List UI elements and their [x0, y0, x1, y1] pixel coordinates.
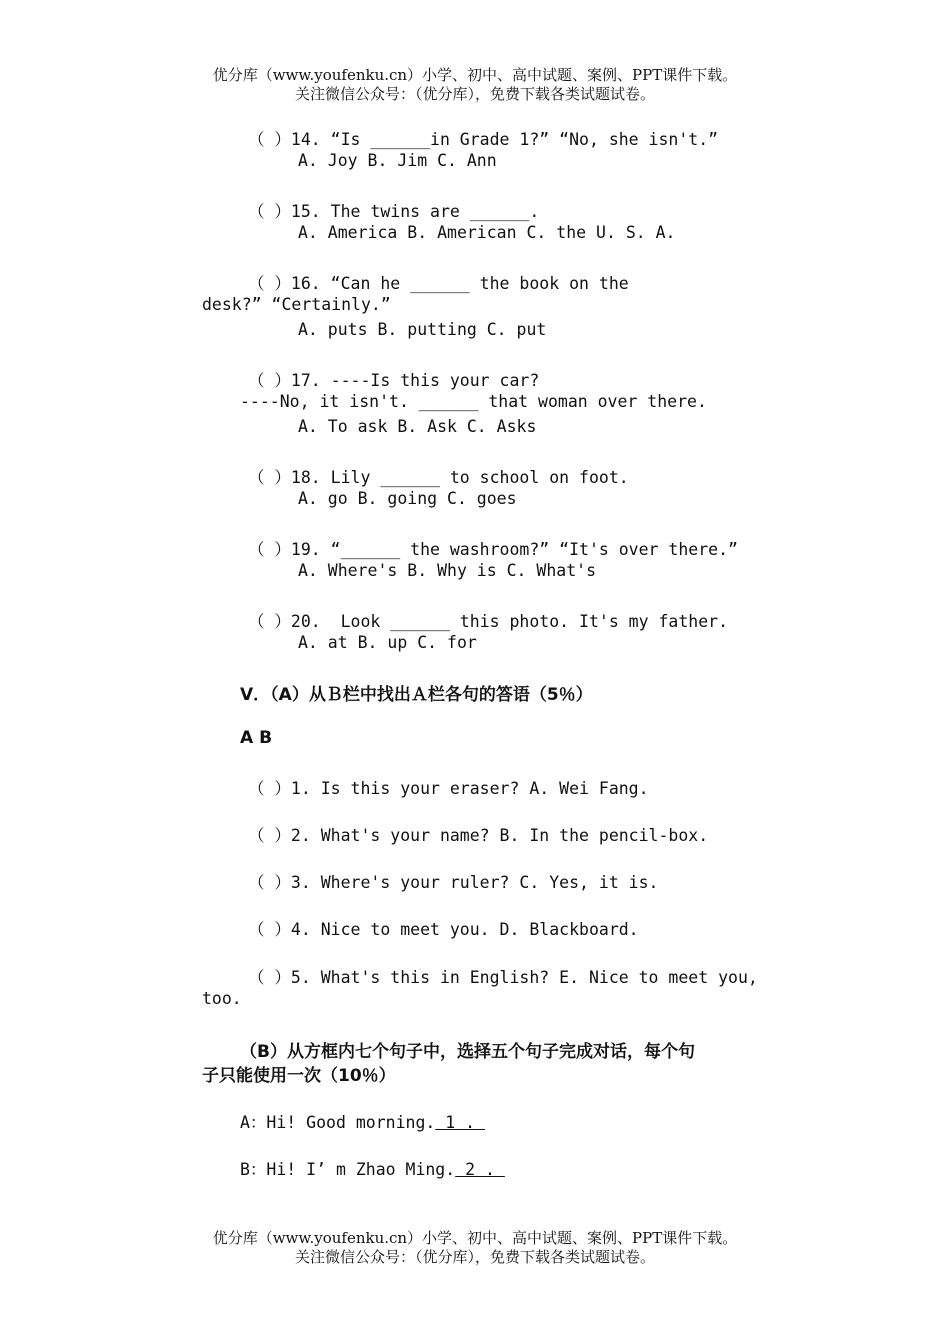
footer-line-2: 关注微信公众号：（优分库），免费下载各类试题试卷。 [294, 1248, 655, 1266]
page-header [0, 66, 950, 104]
question-17-stem: （ ）17. ----Is this your car? [248, 371, 540, 390]
header-line-1: 优分库（www.youfenku.cn）小学、初中、高中试题、案例、PPT课件下载。 [212, 66, 738, 84]
question-16-options: A. puts B. putting C. put [298, 320, 547, 339]
part-b-instructions-line-1: （B）从方框内七个句子中，选择五个句子完成对话，每个句 [240, 1042, 695, 1062]
page-footer [0, 1229, 950, 1267]
question-14-stem: （ ）14. “Is ______in Grade 1?” “No, she isn't.” [248, 130, 719, 149]
dialogue-line-2-text: B：Hi! I’ m Zhao Ming. [240, 1160, 456, 1179]
question-17-options: A. To ask B. Ask C. Asks [298, 417, 537, 436]
match-item-4: （ ）4. Nice to meet you. D. Blackboard. [248, 920, 639, 939]
header-line-2: 关注微信公众号：（优分库），免费下载各类试题试卷。 [294, 85, 655, 103]
question-18-stem: （ ）18. Lily ______ to school on foot. [248, 468, 629, 487]
question-20-options: A. at B. up C. for [298, 633, 477, 652]
question-19-stem: （ ）19. “______ the washroom?” “It's over there.” [248, 540, 738, 559]
dialogue-line-1-text: A：Hi! Good morning. [240, 1113, 436, 1132]
question-16-stem-cont: desk?” “Certainly.” [202, 295, 391, 314]
dialogue-blank-1: 1 . [435, 1113, 485, 1132]
dialogue-line-1 [240, 1109, 485, 1133]
question-15-options: A. America B. American C. the U. S. A. [298, 223, 676, 242]
match-item-5: （ ）5. What's this in English? E. Nice to meet you, [248, 968, 758, 987]
column-headers: A B [240, 728, 273, 748]
footer-line-1: 优分库（www.youfenku.cn）小学、初中、高中试题、案例、PPT课件下载。 [212, 1229, 738, 1247]
question-18-options: A. go B. going C. goes [298, 489, 517, 508]
question-16-stem: （ ）16. “Can he ______ the book on the [248, 274, 629, 293]
part-b-instructions-line-2: 子只能使用一次（10％） [202, 1066, 396, 1086]
question-15-stem: （ ）15. The twins are ______. [248, 202, 540, 221]
question-17-stem-cont: ----No, it isn't. ______ that woman over there. [240, 392, 707, 411]
match-item-5-cont: too. [202, 989, 242, 1008]
match-item-2: （ ）2. What's your name? B. In the pencil-box. [248, 826, 709, 845]
match-item-1: （ ）1. Is this your eraser? A. Wei Fang. [248, 779, 649, 798]
question-14-options: A. Joy B. Jim C. Ann [298, 151, 497, 170]
dialogue-blank-2: 2 . [455, 1160, 505, 1179]
question-20-stem: （ ）20. Look ______ this photo. It's my father. [248, 612, 729, 631]
section-5-title: Ⅴ．（A）从Ｂ栏中找出Ａ栏各句的答语（5％） [240, 685, 593, 705]
match-item-3: （ ）3. Where's your ruler? C. Yes, it is. [248, 873, 659, 892]
question-19-options: A. Where's B. Why is C. What's [298, 561, 597, 580]
dialogue-line-2 [240, 1156, 505, 1180]
